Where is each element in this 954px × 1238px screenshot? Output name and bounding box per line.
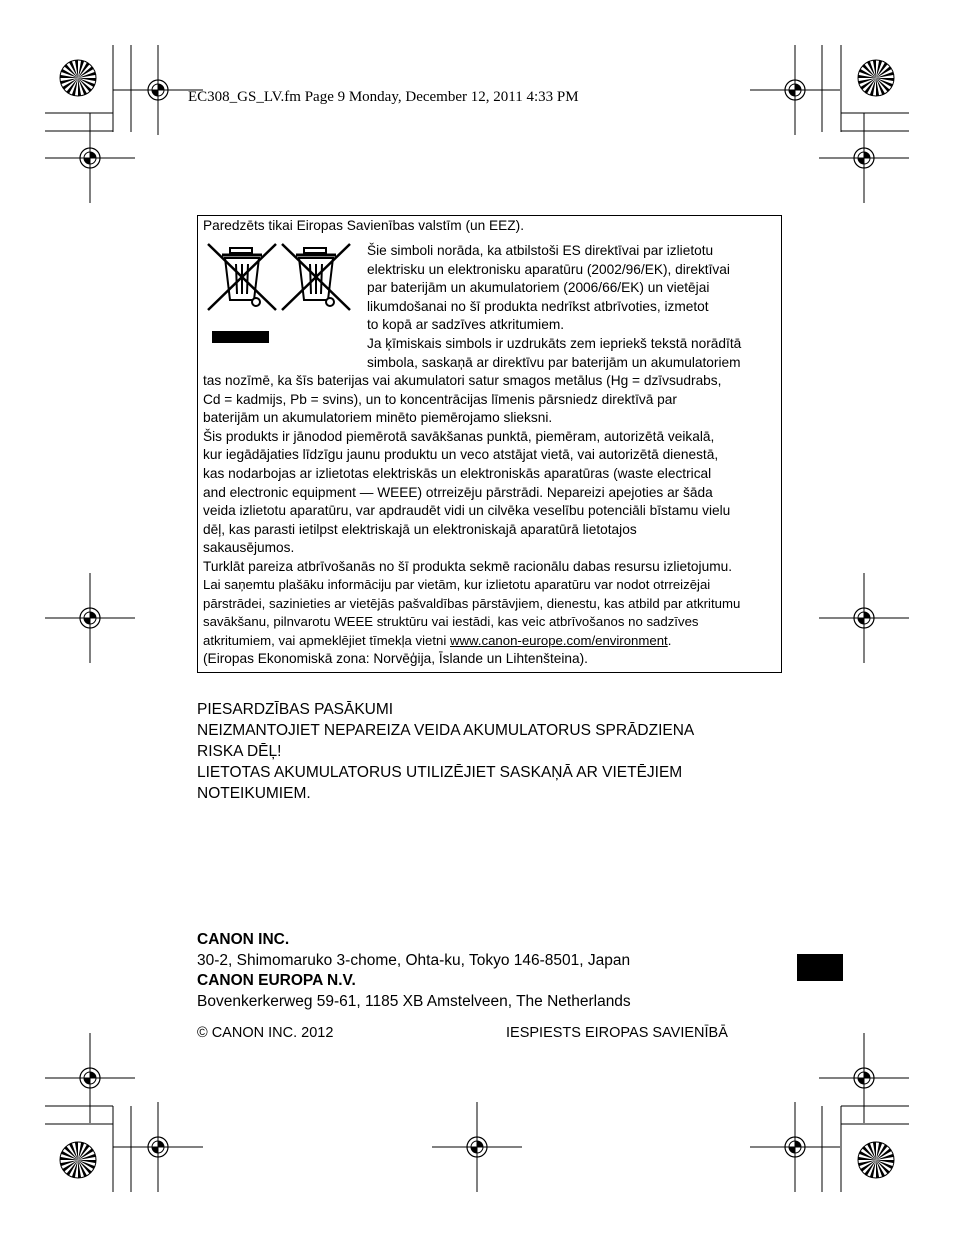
- weee-line: pārstrādei, sazinieties ar vietējās pašvaldības pārstāvjiem, dienestu, kas atbild par atkritumu: [203, 596, 741, 611]
- crossed-bin-icon: [206, 242, 278, 312]
- crossed-bin-icon: [280, 242, 352, 312]
- registration-mark-icon: [45, 573, 135, 663]
- weee-line: Lai saņemtu plašāku informāciju par vietām, kur izlietotu aparatūru var nodot otrreizējai: [203, 577, 711, 592]
- starburst-ray: [78, 1160, 92, 1174]
- registration-mark-icon: [819, 1033, 909, 1123]
- starburst-ray: [64, 64, 78, 78]
- starburst-target-icon: [60, 1142, 96, 1178]
- caution-heading: PIESARDZĪBAS PASĀKUMI: [197, 701, 394, 718]
- weee-line: sakausējumos.: [203, 540, 295, 555]
- starburst-ray: [876, 1160, 890, 1174]
- starburst-ray: [78, 78, 92, 92]
- starburst-ray: [862, 64, 876, 78]
- canon-inc-name: CANON INC.: [197, 931, 290, 948]
- caution-line: NEIZMANTOJIET NEPAREIZA VEIDA AKUMULATORUS SPRĀDZIENA: [197, 722, 695, 739]
- file-header: EC308_GS_LV.fm Page 9 Monday, December 12, 2011 4:33 PM: [188, 89, 579, 105]
- weee-line: Šis produkts ir jānodod piemērotā savākšanas punktā, piemēram, autorizētā veikalā,: [203, 429, 715, 444]
- weee-line: kur iegādājaties līdzīgu jaunu produktu un veco atstājat vietā, vai autorizētā dienestā,: [203, 447, 719, 462]
- registration-mark-icon: [819, 113, 909, 203]
- caution-line: LIETOTAS AKUMULATORUS UTILIZĒJIET SASKAŅĀ AR VIETĒJIEM: [197, 764, 683, 781]
- registration-mark-icon: [750, 1102, 840, 1192]
- language-tab: [797, 954, 843, 981]
- starburst-ray: [862, 1146, 876, 1160]
- weee-line: elektrisku un elektronisku aparatūru (2002/96/EK), direktīvai: [367, 262, 730, 277]
- starburst-ray: [876, 78, 890, 92]
- company-info: [197, 930, 631, 1012]
- weee-line: dēļ, kas parasti ietilpst elektriskajā un elektroniskajā aparatūrā lietotajos: [203, 522, 637, 537]
- weee-line: and electronic equipment — WEEE) otrreizēju pārstrādi. Nepareizi apejoties ar šāda: [203, 485, 713, 500]
- weee-line-with-link: [203, 632, 671, 649]
- starburst-target-icon: [60, 60, 96, 96]
- canon-inc-address: 30-2, Shimomaruko 3-chome, Ohta-ku, Tokyo 146-8501, Japan: [197, 951, 631, 969]
- registration-mark-icon: [45, 1033, 135, 1123]
- weee-line: kas nodarbojas ar izlietotas elektriskās un elektroniskās aparatūras (waste electrical: [203, 466, 712, 481]
- weee-line: tas nozīmē, ka šīs baterijas vai akumulatori satur smagos metālus (Hg = dzīvsudrabs,: [203, 373, 722, 388]
- weee-line: veida izlietotu aparatūru, var apdraudēt vidi un cilvēka veselību potenciāli bīstamu vielu: [203, 503, 731, 518]
- canon-europa-name: CANON EUROPA N.V.: [197, 972, 356, 989]
- starburst-ray: [64, 1146, 78, 1160]
- weee-line: Paredzēts tikai Eiropas Savienības valstīm (un EEZ).: [203, 218, 525, 233]
- starburst-target-icon: [858, 60, 894, 96]
- weee-line: savākšanu, pilnvarotu WEEE struktūru vai iestādi, kas veic atbrīvošanos no sadzīves: [203, 614, 699, 629]
- registration-mark-icon: [45, 113, 135, 203]
- bin-underline-bar: [212, 331, 269, 343]
- registration-mark-icon: [750, 45, 840, 135]
- caution-line: RISKA DĒĻ!: [197, 743, 282, 760]
- caution-section: [197, 699, 694, 804]
- starburst-target-icon: [858, 1142, 894, 1178]
- weee-line: Ja ķīmiskais simbols ir uzdrukāts zem iepriekš tekstā norādītā: [367, 336, 742, 351]
- weee-line: par baterijām un akumulatoriem (2006/66/EK) un vietējai: [367, 280, 710, 295]
- weee-text: .: [667, 633, 672, 648]
- weee-text: atkritumiem, vai apmeklējiet tīmekļa vietni: [203, 633, 450, 648]
- printed-in: IESPIESTS EIROPAS SAVIENĪBĀ: [506, 1025, 728, 1041]
- weee-line: simbola, saskaņā ar direktīvu par baterijām un akumulatoriem: [367, 355, 741, 370]
- weee-notice-box: [197, 215, 782, 673]
- weee-line: Šie simboli norāda, ka atbilstoši ES direktīvai par izlietotu: [367, 243, 714, 258]
- copyright: © CANON INC. 2012: [197, 1025, 334, 1041]
- weee-line: Turklāt pareiza atbrīvošanās no šī produkta sekmē racionālu dabas resursu izlietojumu.: [203, 559, 733, 574]
- weee-line: baterijām un akumulatoriem minēto piemērojamo slieksni.: [203, 410, 553, 425]
- weee-line: likumdošanai no šī produkta nedrīkst atbrīvoties, izmetot: [367, 299, 709, 314]
- registration-mark-icon: [113, 1102, 203, 1192]
- registration-mark-icon: [432, 1102, 522, 1192]
- weee-line: Cd = kadmijs, Pb = svins), un to koncentrācijas līmenis pārsniedz direktīvā par: [203, 392, 677, 407]
- weee-line: to kopā ar sadzīves atkritumiem.: [367, 317, 565, 332]
- canon-environment-link[interactable]: www.canon-europe.com/environment: [449, 633, 668, 648]
- registration-mark-icon: [819, 573, 909, 663]
- canon-europa-address: Bovenkerkerweg 59-61, 1185 XB Amstelveen, The Netherlands: [197, 992, 631, 1010]
- eea-note: (Eiropas Ekonomiskā zona: Norvēģija, Īslande un Lihtenšteina).: [203, 651, 588, 666]
- caution-line: NOTEIKUMIEM.: [197, 785, 311, 802]
